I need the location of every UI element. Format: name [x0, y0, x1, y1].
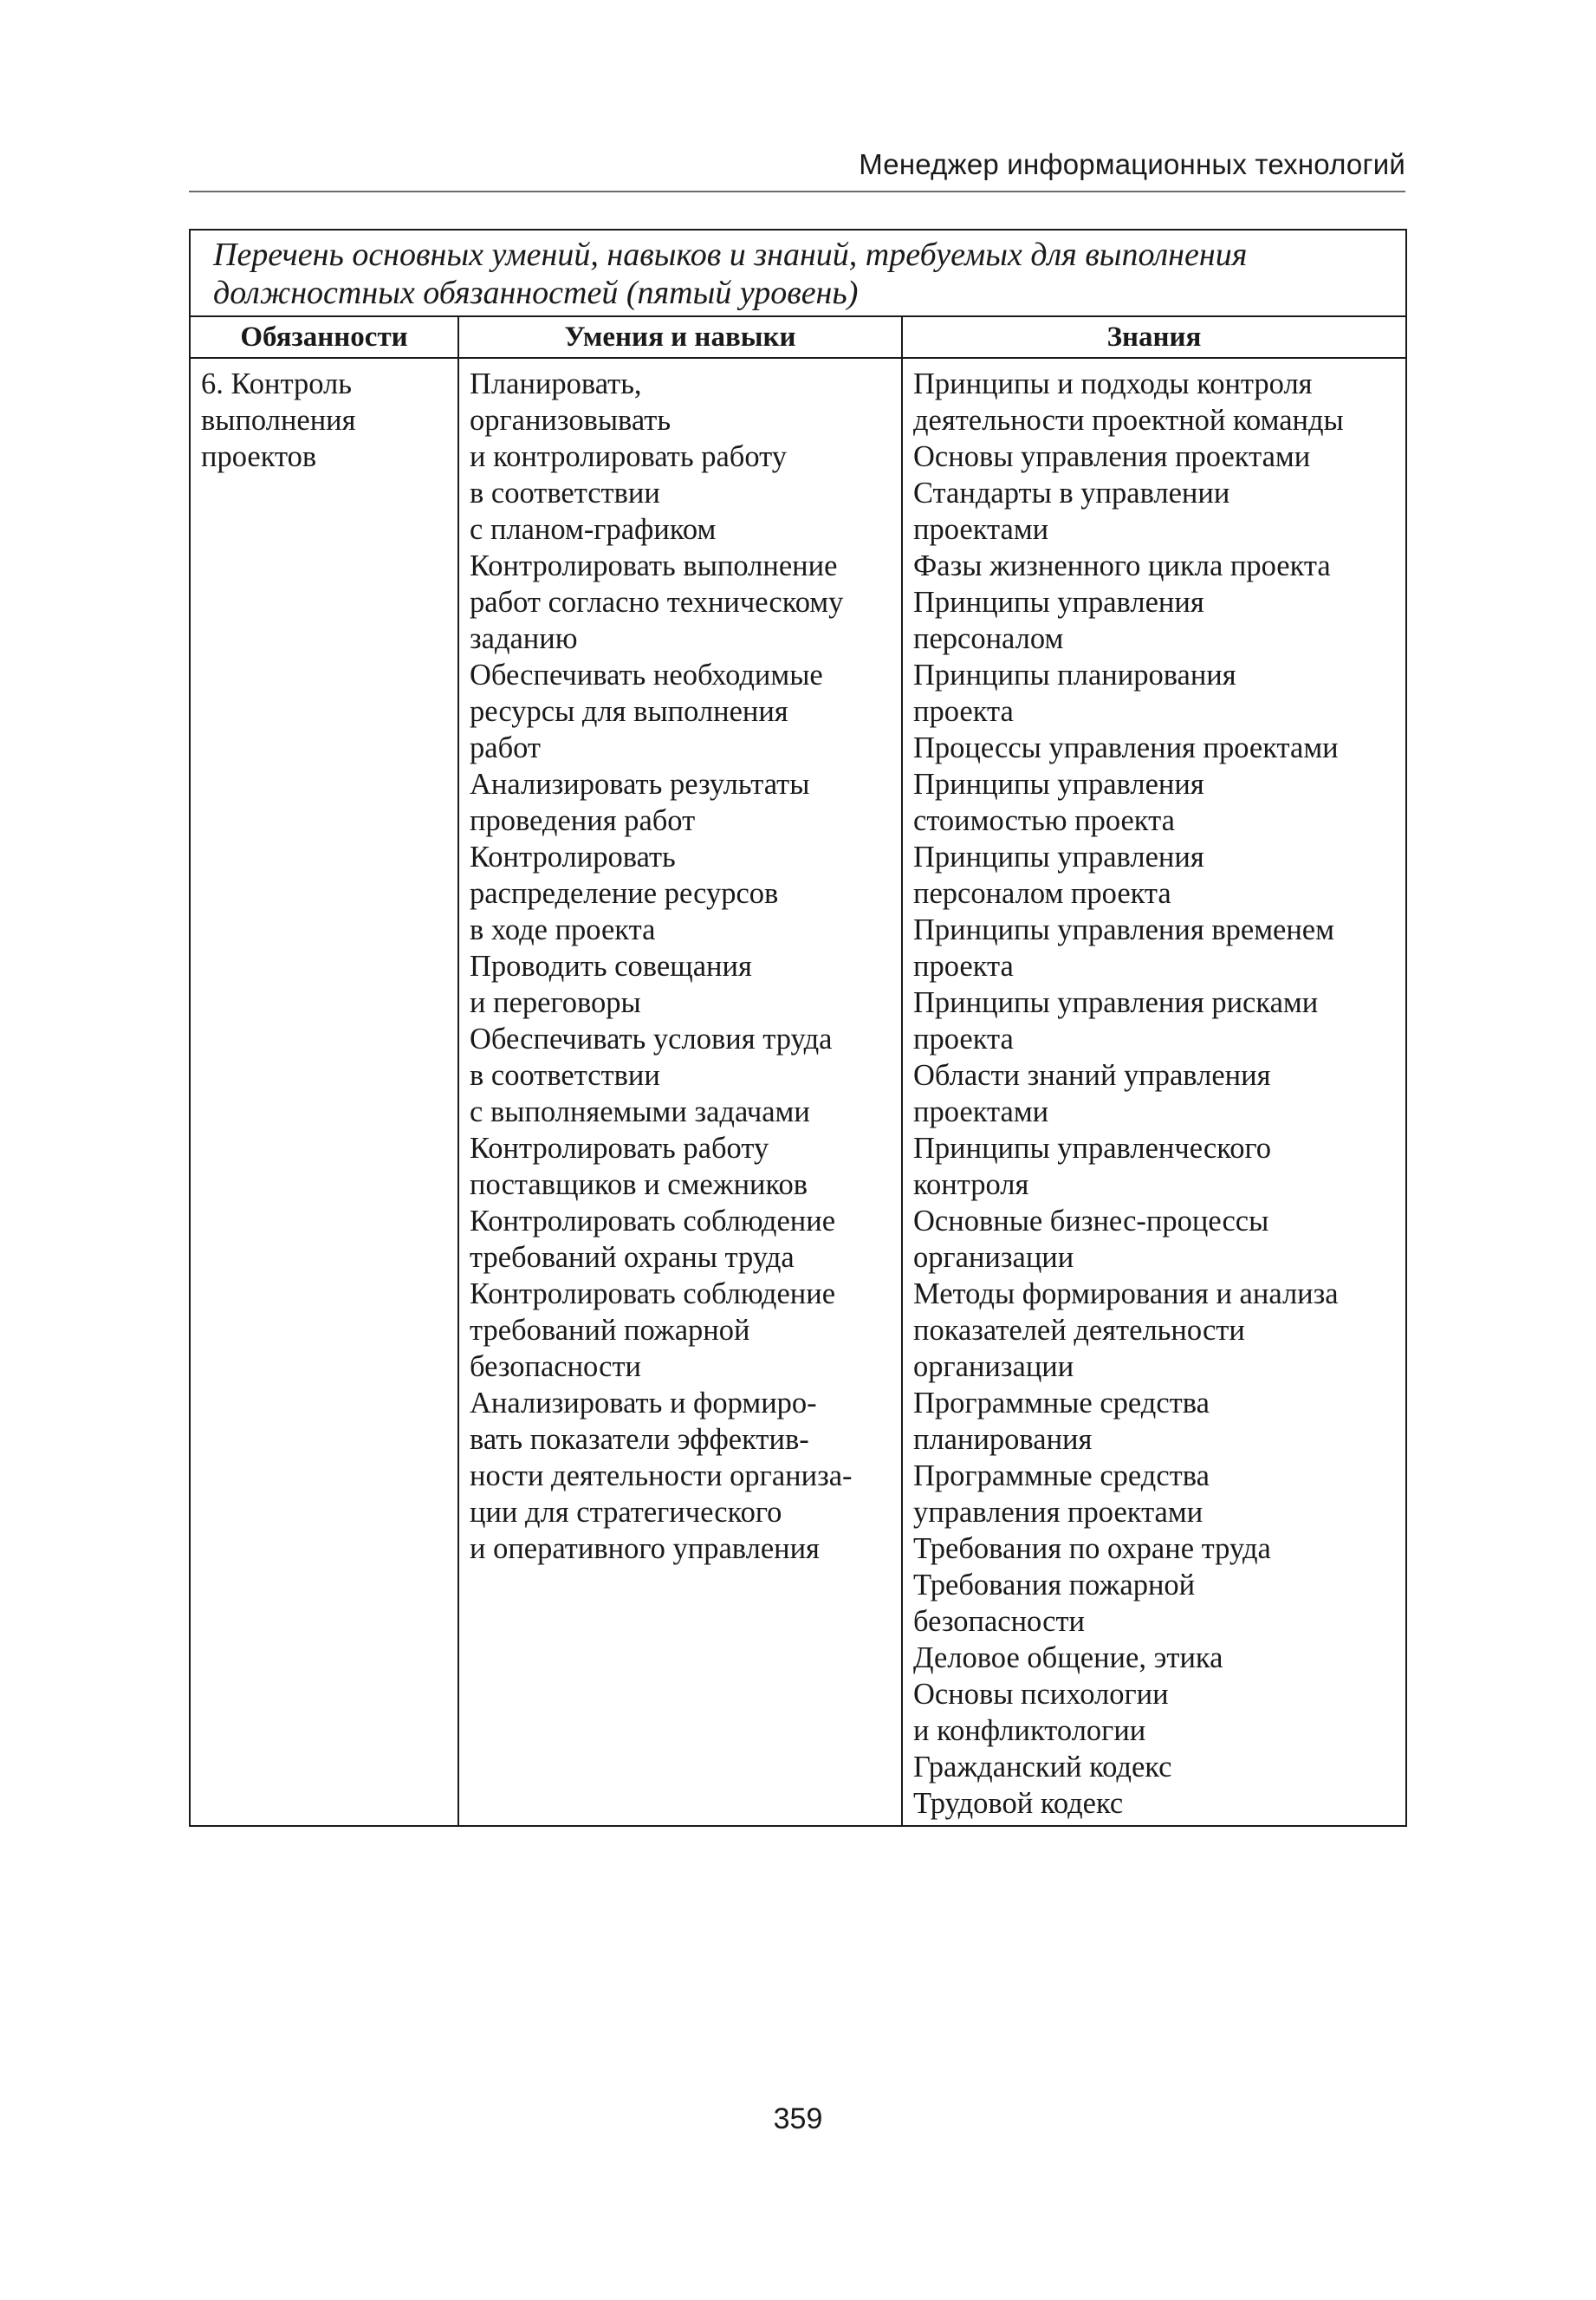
column-header-row	[190, 316, 1406, 358]
cell-text-line: безопасности	[470, 1350, 642, 1383]
cell-text-line: работ согласно техническому	[470, 586, 844, 619]
cell-text-line: контроля	[913, 1168, 1029, 1201]
cell-text-line: Анализировать результаты	[470, 768, 810, 801]
cell-text-line: планирования	[913, 1423, 1093, 1456]
cell-text-line: Обеспечивать необходимые	[470, 659, 823, 692]
cell-text-line: Принципы планирования	[913, 659, 1236, 692]
knowledge-cell	[902, 358, 1406, 1826]
cell-text-line: с планом-графиком	[470, 513, 717, 546]
page-number: 359	[773, 2102, 823, 2135]
cell-text-line: и конфликтологии	[913, 1714, 1146, 1747]
cell-text-line: стоимостью проекта	[913, 804, 1175, 837]
cell-text-line: Контролировать соблюдение	[470, 1205, 836, 1238]
cell-text-line: и переговоры	[470, 986, 641, 1019]
cell-text-line: Основы психологии	[913, 1678, 1169, 1711]
cell-text-line: Обеспечивать условия труда	[470, 1023, 833, 1056]
table-caption-row	[190, 230, 1406, 316]
running-header: Менеджер информационных технологий	[189, 146, 1405, 192]
cell-text-line: ности деятельности организа-	[470, 1459, 853, 1492]
cell-text-line: и оперативного управления	[470, 1532, 820, 1565]
cell-text-line: Контролировать выполнение	[470, 549, 838, 582]
cell-text-line: Программные средства	[913, 1459, 1210, 1492]
cell-text-line: 6. Контроль	[201, 367, 352, 400]
cell-text-line: Принципы управления рисками	[913, 986, 1319, 1019]
table-row	[190, 358, 1406, 1826]
cell-text-line: проектами	[913, 513, 1049, 546]
cell-text-line: заданию	[470, 622, 578, 655]
column-header-skills: Умения и навыки	[458, 316, 902, 358]
cell-text-line: Основы управления проектами	[913, 440, 1311, 473]
cell-text-line: в соответствии	[470, 1059, 660, 1092]
cell-text-line: Процессы управления проектами	[913, 731, 1339, 764]
cell-text-line: Контролировать соблюдение	[470, 1277, 836, 1310]
cell-text-line: Основные бизнес-процессы	[913, 1205, 1269, 1238]
cell-text-line: Принципы управления	[913, 586, 1204, 619]
cell-text-line: организации	[913, 1350, 1074, 1383]
cell-text-line: Проводить совещания	[470, 950, 752, 983]
cell-text-line: Стандарты в управлении	[913, 477, 1230, 510]
cell-text-line: Принципы управления	[913, 768, 1204, 801]
cell-text-line: выполнения	[201, 404, 356, 437]
cell-text-line: организовывать	[470, 404, 671, 437]
cell-text-line: проектами	[913, 1095, 1049, 1128]
cell-text-line: проектов	[201, 440, 317, 473]
cell-text-line: с выполняемыми задачами	[470, 1095, 810, 1128]
caption-line: должностных обязанностей (пятый уровень)	[213, 275, 859, 311]
cell-text-line: Гражданский кодекс	[913, 1751, 1172, 1783]
cell-text-line: ресурсы для выполнения	[470, 695, 788, 728]
cell-text-line: Планировать,	[470, 367, 642, 400]
caption-line: Перечень основных умений, навыков и знаний, требуемых для выполнения	[213, 237, 1248, 273]
cell-text-line: в ходе проекта	[470, 913, 656, 946]
cell-text-line: деятельности проектной команды	[913, 404, 1344, 437]
competency-table	[189, 229, 1407, 1827]
cell-text-line: Принципы управленческого	[913, 1132, 1272, 1165]
cell-text-line: показателей деятельности	[913, 1314, 1245, 1347]
cell-text-line: проведения работ	[470, 804, 696, 837]
cell-text-line: ции для стратегического	[470, 1496, 782, 1529]
column-header-duties: Обязанности	[190, 316, 458, 358]
cell-text-line: Программные средства	[913, 1387, 1210, 1420]
cell-text-line: безопасности	[913, 1605, 1086, 1638]
cell-text-line: Принципы и подходы контроля	[913, 367, 1313, 400]
cell-text-line: и контролировать работу	[470, 440, 788, 473]
cell-text-line: Области знаний управления	[913, 1059, 1271, 1092]
cell-text-line: управления проектами	[913, 1496, 1203, 1529]
cell-text-line: Контролировать	[470, 841, 676, 874]
cell-text-line: требований пожарной	[470, 1314, 750, 1347]
cell-text-line: Анализировать и формиро-	[470, 1387, 817, 1420]
cell-text-line: требований охраны труда	[470, 1241, 795, 1274]
cell-text-line: работ	[470, 731, 541, 764]
cell-text-line: персоналом проекта	[913, 877, 1171, 910]
cell-text-line: проекта	[913, 950, 1014, 983]
cell-text-line: Контролировать работу	[470, 1132, 769, 1165]
cell-text-line: проекта	[913, 695, 1014, 728]
cell-text-line: Фазы жизненного цикла проекта	[913, 549, 1331, 582]
cell-text-line: проекта	[913, 1023, 1014, 1056]
cell-text-line: Трудовой кодекс	[913, 1787, 1124, 1820]
duties-cell	[190, 358, 458, 1826]
cell-text-line: Принципы управления временем	[913, 913, 1334, 946]
skills-cell	[458, 358, 902, 1826]
table-caption	[190, 230, 1406, 316]
cell-text-line: в соответствии	[470, 477, 660, 510]
cell-text-line: организации	[913, 1241, 1074, 1274]
cell-text-line: Методы формирования и анализа	[913, 1277, 1339, 1310]
cell-text-line: Требования по охране труда	[913, 1532, 1271, 1565]
column-header-knowledge: Знания	[902, 316, 1406, 358]
cell-text-line: персоналом	[913, 622, 1064, 655]
cell-text-line: распределение ресурсов	[470, 877, 779, 910]
cell-text-line: вать показатели эффектив-	[470, 1423, 809, 1456]
cell-text-line: Деловое общение, этика	[913, 1641, 1223, 1674]
cell-text-line: Требования пожарной	[913, 1569, 1196, 1602]
cell-text-line: поставщиков и смежников	[470, 1168, 808, 1201]
cell-text-line: Принципы управления	[913, 841, 1204, 874]
